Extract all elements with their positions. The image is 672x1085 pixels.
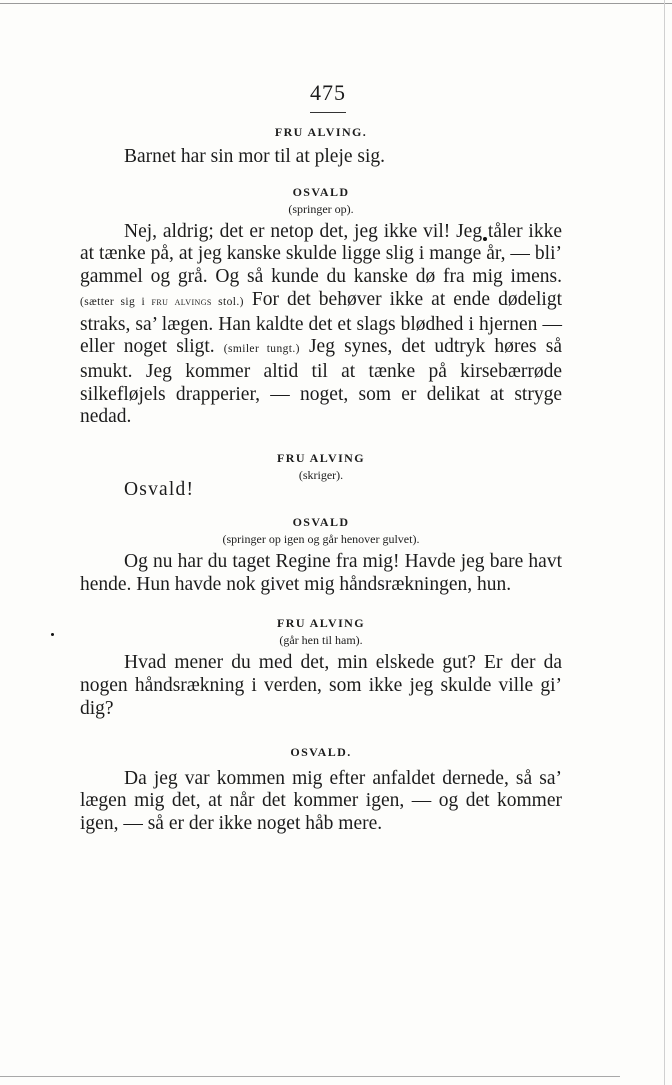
dialogue-block (80, 616, 562, 720)
inline-direction-text: stol.) (211, 295, 244, 308)
stage-direction: (springer op igen og går henover gulvet). (222, 532, 420, 547)
dialogue-block (80, 515, 562, 596)
dialogue-block (80, 185, 562, 429)
speech-text: Barnet har sin mor til at pleje sig. (124, 146, 386, 167)
inline-stage-direction (80, 296, 244, 308)
ink-speck (51, 633, 54, 636)
stage-direction: (går hen til ham). (279, 633, 363, 648)
speech-segment: Jeg synes, det udtryk høres så smukt. Jeg kommer altid til at tænke på kirsebærrøde silkefløjels drapperier, — noget, som er delikat at stryge nedad. (80, 336, 562, 428)
stage-direction: (skriger). (298, 468, 344, 483)
book-page (80, 80, 562, 850)
speaker-name: OSVALD (292, 515, 350, 530)
speaker-name: FRU ALVING. (274, 125, 368, 139)
scan-edge-right (664, 0, 665, 1085)
page-number-rule (310, 112, 346, 113)
speech-text: Da jeg var kommen mig efter anfaldet dernede, så sa’ lægen mig det, at når det kommer igen, — og det kommer igen, — så er der ikke noget håb mere. (80, 767, 562, 834)
speech-text: Osvald! (124, 479, 195, 501)
speaker-name: FRU ALVING (277, 616, 365, 631)
scan-edge-top (0, 3, 672, 4)
speech-segment: For det behøver ikke at ende dødeligt straks, sa’ lægen. Han kaldte det et slags blødhed i hjernen — eller noget sligt. (80, 288, 562, 358)
character-name-smallcaps: fru alvings (151, 295, 212, 308)
inline-direction-text: (sætter sig i (80, 295, 152, 308)
speaker-name: FRU ALVING (277, 451, 365, 466)
speech-text: Hvad mener du med det, min elskede gut? Er der da nogen håndsrækning i verden, som ikke jeg skulde ville gi’ dig? (80, 652, 562, 719)
scan-edge-bottom (0, 1076, 620, 1077)
speech-text: Og nu har du taget Regine fra mig! Havde jeg bare havt hende. Hun havde nok givet mig håndsrækningen, hun. (80, 551, 562, 595)
dialogue-block (80, 451, 562, 501)
page-number: 475 (310, 80, 346, 105)
inline-stage-direction: (smiler tungt.) (223, 343, 300, 356)
speaker-name: OSVALD. (290, 744, 352, 759)
dialogue-block (80, 745, 562, 836)
speech-text (80, 221, 562, 429)
speech-segment: Nej, aldrig; det er netop det, jeg ikke vil! Jeg tåler ikke at tænke på, at jeg kanske skulde ligge slig i mange år, — bli’ gammel og grå. Og så kunde du kanske dø fra mig imens. (80, 220, 562, 288)
stage-direction: (springer op). (288, 201, 354, 216)
dialogue-block (80, 125, 562, 169)
speaker-name: OSVALD (292, 184, 350, 199)
